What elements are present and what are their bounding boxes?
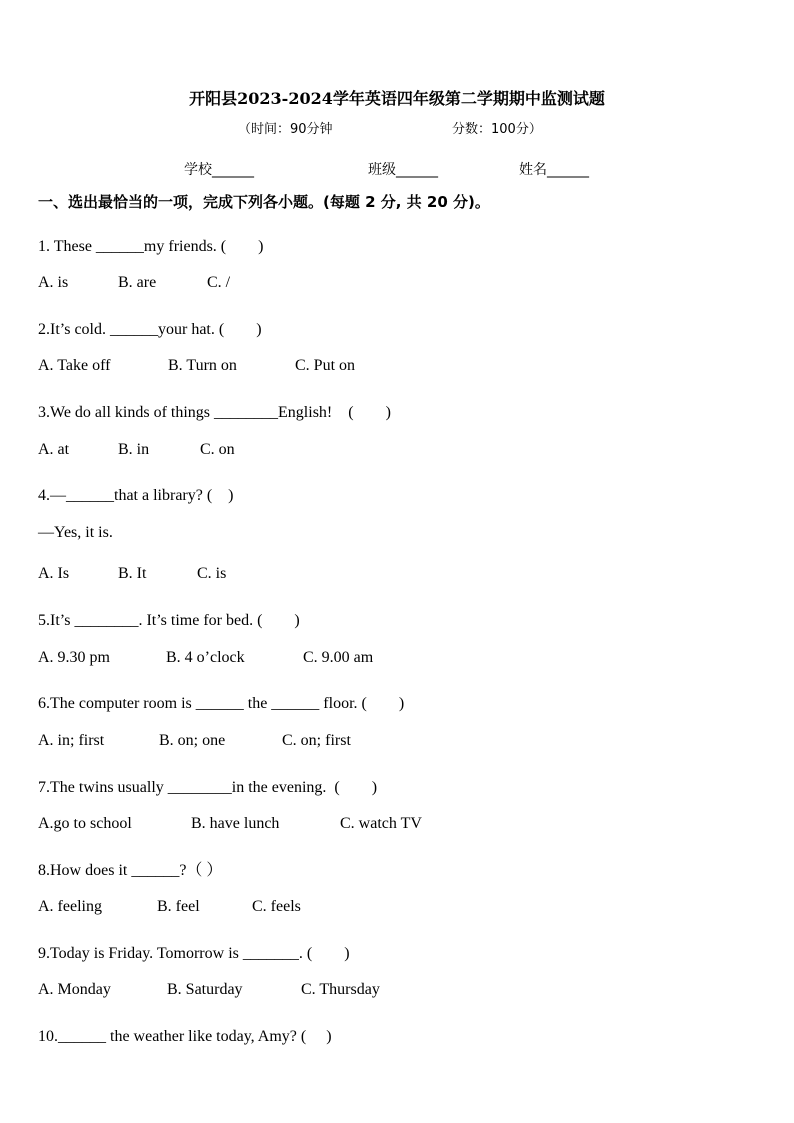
question-2-option-b[interactable]: B. Turn on: [168, 357, 237, 374]
question-2-option-c[interactable]: C. Put on: [295, 357, 356, 374]
question-4-option-b[interactable]: B. It: [118, 565, 147, 582]
question-8-stem: 8.How does it ______?（ ）: [38, 862, 223, 879]
question-5-option-c[interactable]: C. 9.00 am: [303, 649, 374, 666]
question-1-option-b[interactable]: B. are: [118, 274, 157, 291]
question-9-option-a[interactable]: A. Monday: [38, 981, 111, 998]
question-5-option-b[interactable]: B. 4 o’clock: [166, 649, 245, 666]
question-3-option-a[interactable]: A. at: [38, 441, 70, 458]
question-5-option-a[interactable]: A. 9.30 pm: [38, 649, 110, 666]
question-6-option-b[interactable]: B. on; one: [159, 732, 226, 749]
question-6-option-a[interactable]: A. in; first: [38, 732, 105, 749]
question-8-option-b[interactable]: B. feel: [157, 898, 200, 915]
exam-time: （时间：90分钟: [238, 122, 333, 137]
question-1-stem: 1. These ______my friends. ( ): [38, 238, 264, 255]
question-9-stem: 9.Today is Friday. Tomorrow is _______. ( ): [38, 945, 350, 962]
question-4-option-a[interactable]: A. Is: [38, 565, 70, 582]
question-2-stem: 2.It’s cold. ______your hat. ( ): [38, 321, 262, 338]
question-9-option-c[interactable]: C. Thursday: [301, 981, 380, 998]
question-1-option-c[interactable]: C. /: [207, 274, 231, 291]
exam-score: 分数：100分）: [452, 122, 542, 137]
question-8-option-c[interactable]: C. feels: [252, 898, 301, 915]
school-field[interactable]: 学校______: [184, 162, 254, 178]
question-7-option-c[interactable]: C. watch TV: [340, 815, 422, 832]
section-heading: 一、选出最恰当的一项，完成下列各小题。(每题 2 分, 共 20 分)。: [38, 193, 490, 211]
question-3-stem: 3.We do all kinds of things ________English! ( ): [38, 404, 391, 421]
question-4-reply: —Yes, it is.: [38, 524, 113, 541]
question-7-stem: 7.The twins usually ________in the evening. ( ): [38, 779, 378, 796]
question-3-option-b[interactable]: B. in: [118, 441, 150, 458]
name-field[interactable]: 姓名______: [519, 162, 589, 178]
class-field[interactable]: 班级______: [368, 162, 438, 178]
question-7-option-b[interactable]: B. have lunch: [191, 815, 280, 832]
question-4-stem: 4.—______that a library? ( ): [38, 487, 234, 504]
question-10-stem: 10.______ the weather like today, Amy? ( ): [38, 1028, 332, 1045]
question-6-stem: 6.The computer room is ______ the ______ floor. ( ): [38, 695, 405, 712]
question-3-option-c[interactable]: C. on: [200, 441, 235, 458]
question-7-option-a[interactable]: A.go to school: [38, 815, 132, 832]
question-1-option-a[interactable]: A. is: [38, 274, 69, 291]
question-2-option-a[interactable]: A. Take off: [38, 357, 111, 374]
question-4-option-c[interactable]: C. is: [197, 565, 227, 582]
exam-title: 开阳县2023-2024学年英语四年级第二学期期中监测试题: [189, 89, 605, 108]
question-5-stem: 5.It’s ________. It’s time for bed. ( ): [38, 612, 300, 629]
question-8-option-a[interactable]: A. feeling: [38, 898, 102, 915]
question-6-option-c[interactable]: C. on; first: [282, 732, 351, 749]
question-9-option-b[interactable]: B. Saturday: [167, 981, 243, 998]
